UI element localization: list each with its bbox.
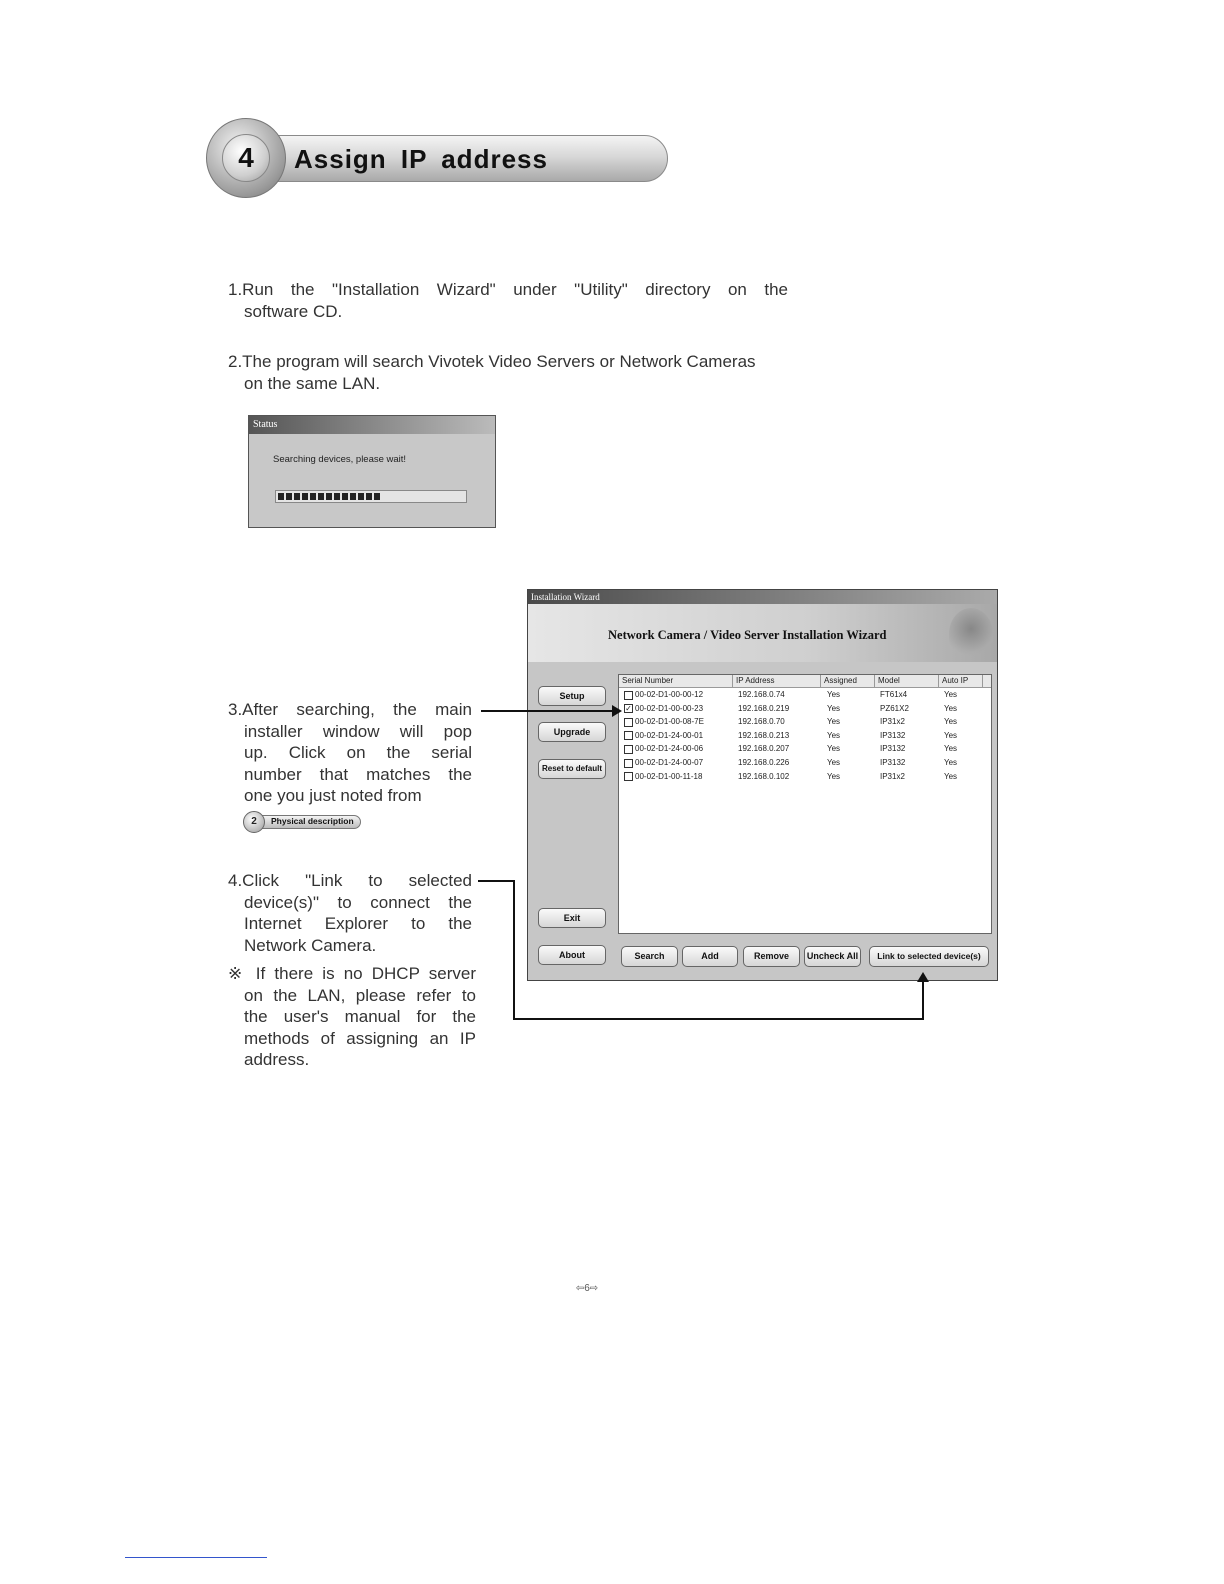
table-row[interactable] bbox=[619, 742, 991, 756]
note-line-5: address. bbox=[244, 1050, 310, 1069]
cell-model: IP3132 bbox=[880, 758, 906, 767]
link-to-selected-devices-button[interactable]: Link to selected device(s) bbox=[869, 946, 989, 967]
step-3 bbox=[228, 699, 472, 807]
device-list-header bbox=[619, 675, 991, 688]
wizard-titlebar: Installation Wizard bbox=[528, 590, 997, 604]
step-3-line-4: number that matches the bbox=[244, 764, 472, 784]
exit-button[interactable]: Exit bbox=[538, 908, 606, 928]
wizard-banner-title: Network Camera / Video Server Installation Wizard bbox=[608, 628, 887, 642]
camera-graphic-icon bbox=[949, 608, 993, 660]
cell-ip: 192.168.0.226 bbox=[738, 758, 790, 767]
table-row[interactable] bbox=[619, 715, 991, 729]
row-checkbox[interactable]: ✓ bbox=[625, 704, 632, 714]
cell-model: IP31x2 bbox=[880, 717, 905, 727]
cell-model: PZ61X2 bbox=[880, 703, 909, 713]
column-ip-address[interactable]: IP Address bbox=[733, 675, 821, 687]
remove-button[interactable]: Remove bbox=[743, 946, 800, 967]
step-1-line-2: software CD. bbox=[244, 301, 343, 321]
step-4-arrow-head-icon bbox=[917, 972, 929, 982]
table-row[interactable] bbox=[619, 702, 991, 716]
page-number: ⇦6⇨ bbox=[575, 1283, 599, 1294]
reference-number: 2 bbox=[243, 811, 265, 833]
step-1-line-1: 1.Run the "Installation Wizard" under "Utility" directory on the bbox=[228, 280, 788, 299]
cell-auto-ip: Yes bbox=[944, 690, 958, 699]
cell-assigned: Yes bbox=[827, 771, 841, 781]
note-line-3: the user's manual for the bbox=[244, 1007, 476, 1026]
cell-model: IP3132 bbox=[880, 744, 906, 754]
note-line-4: methods of assigning an IP bbox=[244, 1028, 476, 1048]
cell-auto-ip: Yes bbox=[944, 717, 958, 727]
step-1 bbox=[228, 279, 788, 322]
setup-button[interactable]: Setup bbox=[538, 686, 606, 706]
cell-assigned: Yes bbox=[827, 730, 841, 740]
cell-serial[interactable]: 00-02-D1-00-08-7E bbox=[635, 717, 704, 727]
column-assigned[interactable]: Assigned bbox=[821, 675, 875, 687]
step-2-line-2: on the same LAN. bbox=[244, 373, 381, 393]
dhcp-note bbox=[228, 963, 476, 1071]
search-button[interactable]: Search bbox=[621, 946, 678, 967]
step-4-line-1: 4.Click "Link to selected bbox=[228, 871, 472, 890]
cell-model: FT61x4 bbox=[880, 690, 908, 699]
step-number: 4 bbox=[222, 134, 270, 182]
step-4-line-2: device(s)" to connect the bbox=[244, 892, 472, 912]
step-3-line-1: 3.After searching, the main bbox=[228, 700, 472, 719]
cell-model: IP3132 bbox=[880, 730, 906, 740]
row-checkbox[interactable] bbox=[624, 691, 633, 700]
cell-assigned: Yes bbox=[827, 744, 841, 754]
about-button[interactable]: About bbox=[538, 945, 606, 965]
installation-wizard-window bbox=[527, 589, 998, 981]
table-row[interactable] bbox=[619, 688, 991, 702]
row-checkbox[interactable] bbox=[624, 745, 633, 754]
status-message: Searching devices, please wait! bbox=[273, 454, 407, 465]
cell-assigned: Yes bbox=[827, 758, 841, 767]
table-row[interactable] bbox=[619, 770, 991, 784]
step-4-callout-line-a bbox=[478, 880, 514, 882]
column-auto-ip[interactable]: Auto IP bbox=[939, 675, 983, 687]
cell-assigned: Yes bbox=[827, 690, 841, 699]
physical-description-reference bbox=[243, 811, 363, 833]
cell-ip: 192.168.0.70 bbox=[738, 717, 785, 727]
row-checkbox[interactable] bbox=[624, 718, 633, 727]
section-title: Assign IP address bbox=[294, 144, 548, 174]
step-3-line-5: one you just noted from bbox=[244, 786, 422, 805]
step-4-callout-line-b bbox=[513, 880, 515, 1020]
add-button[interactable]: Add bbox=[682, 946, 738, 967]
cell-auto-ip: Yes bbox=[944, 703, 958, 713]
status-dialog bbox=[248, 415, 496, 528]
step-3-line-3: up. Click on the serial bbox=[244, 743, 472, 762]
note-line-1: ※ If there is no DHCP server bbox=[228, 964, 476, 983]
wizard-banner bbox=[528, 604, 997, 662]
step-2 bbox=[228, 351, 818, 394]
status-dialog-title: Status bbox=[249, 416, 495, 434]
row-checkbox[interactable] bbox=[624, 772, 633, 781]
section-banner bbox=[206, 118, 670, 202]
cell-model: IP31x2 bbox=[880, 771, 905, 781]
column-serial-number[interactable]: Serial Number bbox=[619, 675, 733, 687]
cell-serial[interactable]: 00-02-D1-24-00-06 bbox=[635, 744, 704, 754]
cell-ip: 192.168.0.219 bbox=[738, 703, 790, 713]
step-3-arrow-head-icon bbox=[612, 705, 622, 717]
step-4 bbox=[228, 870, 472, 956]
cell-auto-ip: Yes bbox=[944, 758, 958, 767]
step-3-line-2: installer window will pop bbox=[244, 721, 472, 741]
reset-to-default-button[interactable]: Reset to default bbox=[538, 759, 606, 779]
column-model[interactable]: Model bbox=[875, 675, 939, 687]
step-4-callout-line-d bbox=[922, 982, 924, 1020]
table-row[interactable] bbox=[619, 756, 991, 770]
footer-rule bbox=[125, 1557, 267, 1558]
cell-ip: 192.168.0.102 bbox=[738, 771, 790, 781]
row-checkbox[interactable] bbox=[624, 759, 633, 768]
cell-serial[interactable]: 00-02-D1-00-11-18 bbox=[635, 771, 703, 781]
uncheck-all-button[interactable]: Uncheck All bbox=[804, 946, 861, 967]
reference-label: Physical description bbox=[271, 816, 354, 826]
row-checkbox[interactable] bbox=[624, 731, 633, 740]
cell-serial[interactable]: 00-02-D1-24-00-01 bbox=[635, 730, 704, 740]
cell-ip: 192.168.0.207 bbox=[738, 744, 790, 754]
step-4-line-3: Internet Explorer to the bbox=[244, 914, 472, 933]
cell-ip: 192.168.0.74 bbox=[738, 690, 785, 699]
cell-serial[interactable]: 00-02-D1-24-00-07 bbox=[635, 758, 704, 767]
step-3-callout-line bbox=[481, 710, 613, 712]
note-line-2: on the LAN, please refer to bbox=[244, 985, 476, 1005]
device-list bbox=[618, 674, 992, 934]
cell-assigned: Yes bbox=[827, 717, 841, 727]
step-4-line-4: Network Camera. bbox=[244, 935, 377, 955]
cell-serial[interactable]: 00-02-D1-00-00-12 bbox=[635, 690, 704, 699]
step-4-callout-line-c bbox=[513, 1018, 924, 1020]
cell-auto-ip: Yes bbox=[944, 771, 958, 781]
table-row[interactable] bbox=[619, 729, 991, 743]
search-progress-bar bbox=[275, 490, 467, 503]
cell-auto-ip: Yes bbox=[944, 744, 958, 754]
upgrade-button[interactable]: Upgrade bbox=[538, 722, 606, 742]
cell-assigned: Yes bbox=[827, 703, 841, 713]
cell-auto-ip: Yes bbox=[944, 730, 958, 740]
cell-serial[interactable]: 00-02-D1-00-00-23 bbox=[635, 703, 704, 713]
cell-ip: 192.168.0.213 bbox=[738, 730, 790, 740]
search-progress-fill bbox=[278, 493, 380, 500]
step-2-line-1: 2.The program will search Vivotek Video Servers or Network Cameras bbox=[228, 352, 756, 371]
